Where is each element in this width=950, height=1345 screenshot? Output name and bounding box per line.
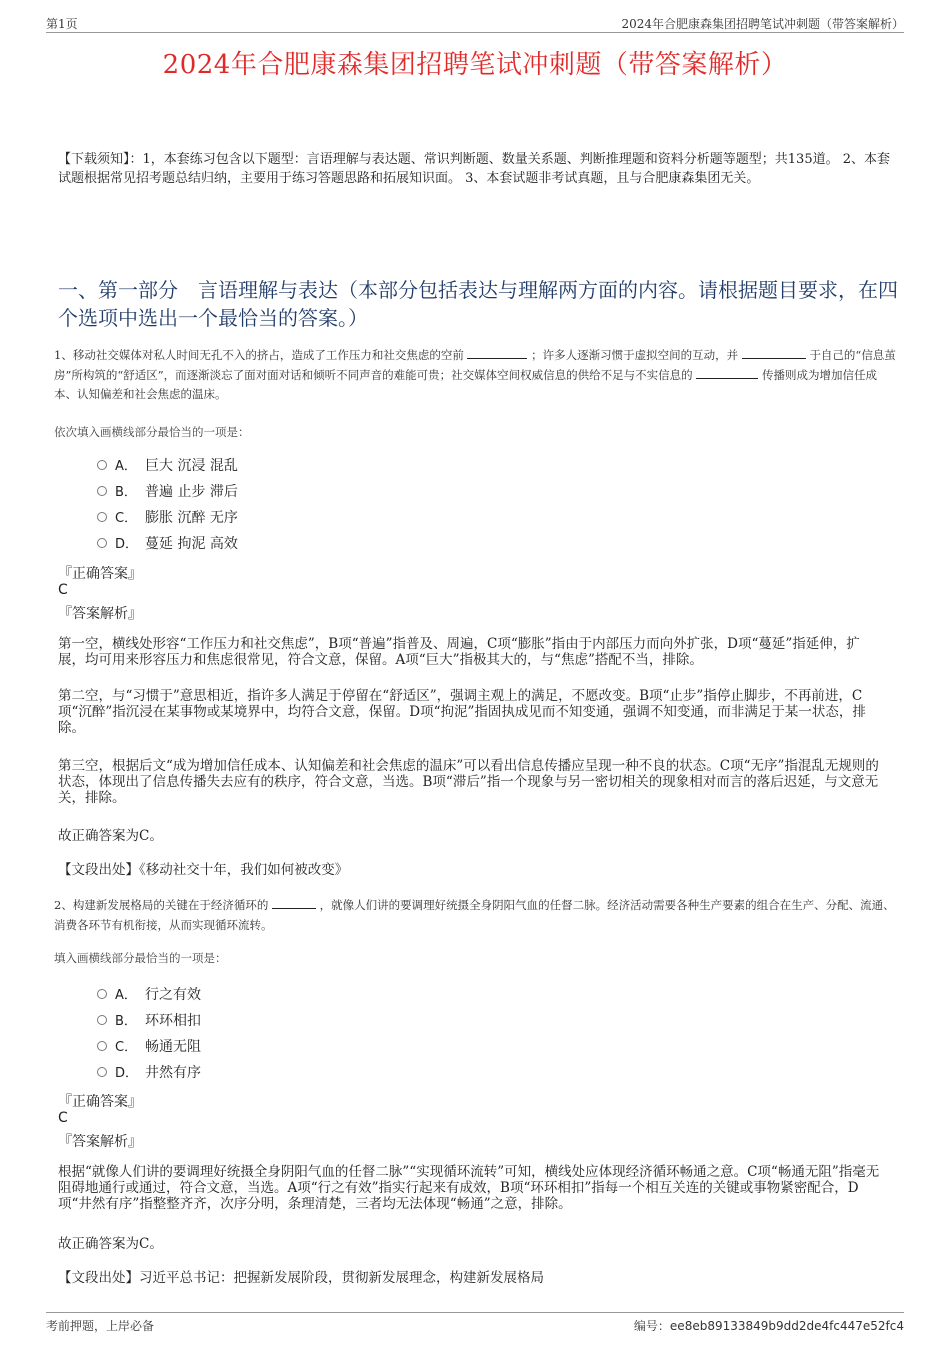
- radio-button[interactable]: [97, 1015, 107, 1025]
- radio-button[interactable]: [97, 486, 107, 496]
- question-2-prompt: 填入画横线部分最恰当的一项是：: [54, 951, 227, 965]
- fill-blank: [272, 896, 316, 909]
- fill-blank: [742, 346, 806, 359]
- question-2-option-b[interactable]: B． 环环相扣: [97, 1011, 201, 1031]
- analysis-paragraph: 第一空，横线处形容“工作压力和社交焦虑”，B项“普遍”指普及、周遍，C项“膨胀”指由于内部压力而向外扩张，D项“蔓延”指延伸，扩展，均可用来形容压力和焦虑很常见，符合文意，保留。A项“巨大”指极其大的，与“焦虑”搭配不当，排除。: [58, 636, 860, 668]
- source-citation: 【文段出处】习近平总书记：把握新发展阶段，贯彻新发展理念，构建新发展格局: [58, 1270, 544, 1286]
- page-header: [46, 14, 904, 33]
- document-code: 编号：ee8eb89133849b9dd2de4fc447e52fc4: [633, 1319, 904, 1333]
- section-title: 一、第一部分 言语理解与表达（本部分包括表达与理解两方面的内容。请根据题目要求，在四个选项中选出一个最恰当的答案。）: [58, 278, 898, 330]
- header-doc-title: 2024年合肥康森集团招聘笔试冲刺题（带答案解析）: [621, 17, 904, 31]
- page-number: 第1页: [46, 17, 78, 31]
- question-1-option-a[interactable]: A． 巨大 沉浸 混乱: [97, 456, 238, 476]
- analysis-paragraph: 第二空，与“习惯于”意思相近，指许多人满足于停留在“舒适区”，强调主观上的满足，不愿改变。B项“止步”指停止脚步，不再前进，C项“沉醉”指沉浸在某事物或某境界中，均符合文意，保留。D项“拘泥”指固执成见而不知变通，强调不知变通，而非满足于某一状态，排除。: [58, 688, 866, 736]
- page-footer: [46, 1312, 904, 1333]
- footer-slogan: 考前押题，上岸必备: [46, 1319, 155, 1333]
- correct-answer: C: [58, 1110, 68, 1126]
- question-1-option-d[interactable]: D． 蔓延 拘泥 高效: [97, 534, 238, 554]
- source-citation: 【文段出处】《移动社交十年，我们如何被改变》: [58, 862, 349, 878]
- radio-button[interactable]: [97, 989, 107, 999]
- radio-button[interactable]: [97, 1067, 107, 1077]
- question-2-option-c[interactable]: C． 畅通无阻: [97, 1037, 201, 1057]
- question-1-option-c[interactable]: C． 膨胀 沉醉 无序: [97, 508, 238, 528]
- question-2-option-d[interactable]: D． 井然有序: [97, 1063, 201, 1083]
- analysis-label: 『答案解析』: [58, 606, 142, 622]
- question-1-option-b[interactable]: B． 普遍 止步 滞后: [97, 482, 238, 502]
- radio-button[interactable]: [97, 538, 107, 548]
- analysis-paragraph: 根据“就像人们讲的要调理好统摄全身阴阳气血的任督二脉”“实现循环流转”可知，横线处应体现经济循环畅通之意。C项“畅通无阻”指毫无阻碍地通行或通过，符合文意，当选。A项“行之有效”指实行起来有成效，B项“环环相扣”指每一个相互关连的关键或事物紧密配合，D项“井然有序”指整整齐齐，次序分明，条理清楚，三者均无法体现“畅通”之意，排除。: [58, 1164, 880, 1212]
- correct-answer-label: 『正确答案』: [58, 566, 142, 582]
- fill-blank: [696, 366, 758, 379]
- question-2-text: 2、构建新发展格局的关键在于经济循环的 ，就像人们讲的要调理好统摄全身阴阳气血的任督二脉。经济活动需要各种生产要素的组合在生产、分配、流通、消费各环节有机衔接，从而实现循环流转。: [54, 898, 895, 932]
- radio-button[interactable]: [97, 460, 107, 470]
- analysis-paragraph: 第三空，根据后文“成为增加信任成本、认知偏差和社会焦虑的温床”可以看出信息传播应呈现一种不良的状态。C项“无序”指混乱无规则的状态，体现出了信息传播失去应有的秩序，符合文意，当选。B项“滞后”指一个现象与另一密切相关的现象相对而言的落后迟延，与文意无关，排除。: [58, 758, 879, 806]
- analysis-label: 『答案解析』: [58, 1134, 142, 1150]
- correct-answer: C: [58, 582, 68, 598]
- question-2-option-a[interactable]: A． 行之有效: [97, 985, 201, 1005]
- analysis-conclusion: 故正确答案为C。: [58, 828, 163, 844]
- fill-blank: [467, 346, 527, 359]
- question-1-text: 1、移动社交媒体对私人时间无孔不入的挤占，造成了工作压力和社交焦虑的空前 ；许多人逐渐习惯于虚拟空间的互动，并 于自己的“信息茧房”所构筑的“舒适区”，而逐渐淡忘了面对面对话和倾听不同声音的难能可贵；社交媒体空间权威信息的供给不足与不实信息的 传播则成为增加信任成本、认知偏差和社会焦虑的温床。: [54, 348, 896, 401]
- download-notice: 【下载须知】：1，本套练习包含以下题型：言语理解与表达题、常识判断题、数量关系题、判断推理题和资料分析题等题型；共135道。 2、本套试题根据常见招考题总结归纳，主要用于练习答题思路和拓展知识面。 3、本套试题非考试真题，且与合肥康森集团无关。: [58, 152, 890, 186]
- radio-button[interactable]: [97, 512, 107, 522]
- analysis-conclusion: 故正确答案为C。: [58, 1236, 163, 1252]
- correct-answer-label: 『正确答案』: [58, 1094, 142, 1110]
- radio-button[interactable]: [97, 1041, 107, 1051]
- document-title: 2024年合肥康森集团招聘笔试冲刺题（带答案解析）: [162, 50, 788, 80]
- question-1-prompt: 依次填入画横线部分最恰当的一项是：: [54, 425, 250, 439]
